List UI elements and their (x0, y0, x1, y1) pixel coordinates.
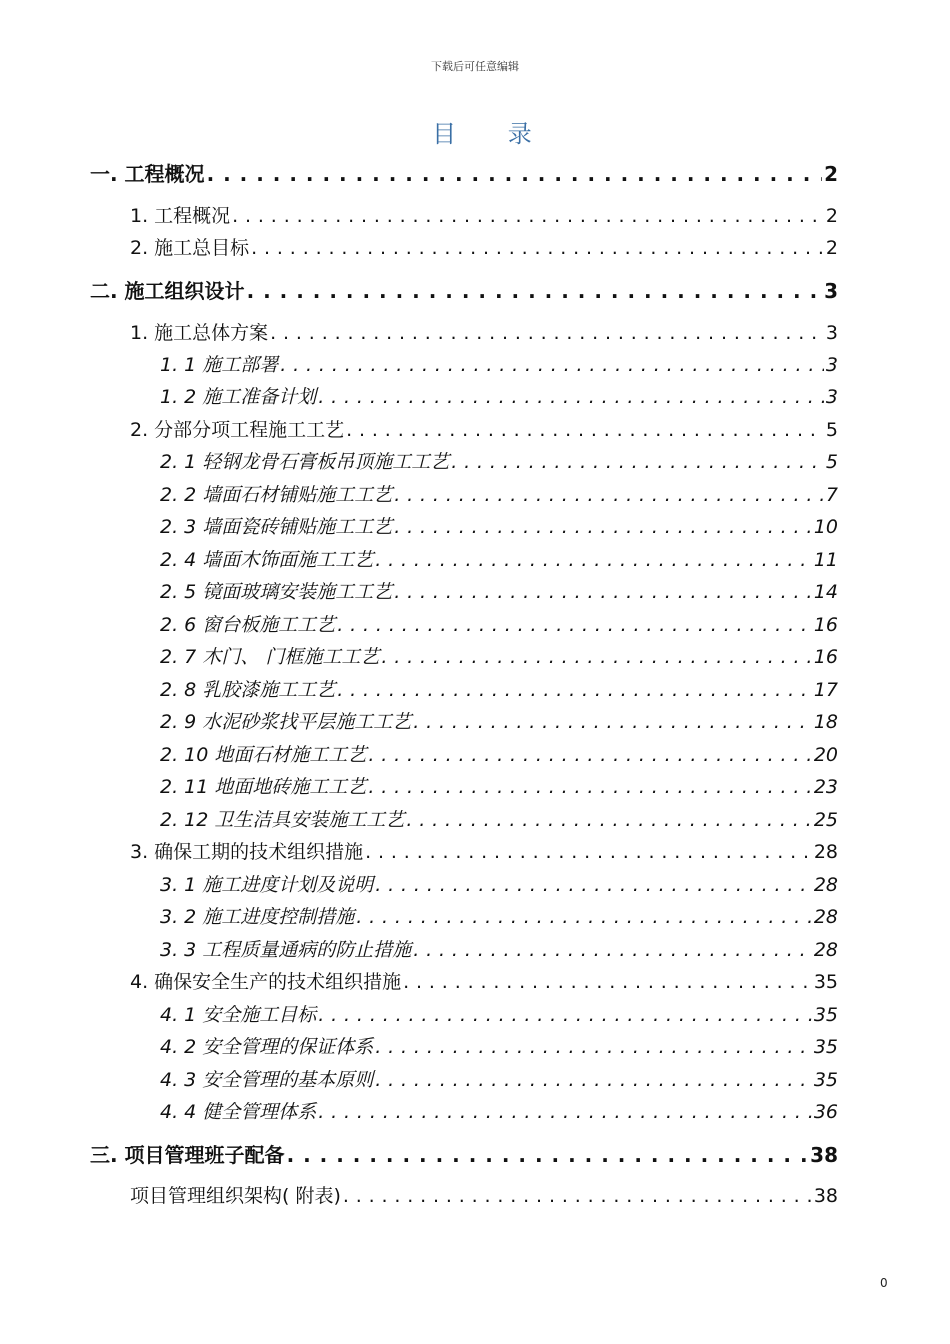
toc-entry[interactable] (160, 707, 838, 734)
toc-leader-dots (318, 386, 824, 408)
toc-entry[interactable] (160, 772, 838, 799)
toc-entry[interactable] (160, 1065, 838, 1092)
toc-page-number: 18 (813, 711, 838, 733)
toc-leader-dots (318, 1004, 812, 1026)
toc-leader-dots (287, 1143, 809, 1167)
toc-entry[interactable] (130, 967, 838, 994)
toc-entry[interactable] (160, 740, 838, 767)
toc-leader-dots (232, 205, 824, 227)
toc-page-number: 17 (813, 679, 838, 701)
toc-entry[interactable] (130, 233, 838, 260)
toc-page-number: 38 (813, 1185, 838, 1207)
toc-entry[interactable] (160, 1097, 838, 1124)
toc-leader-dots (247, 279, 823, 303)
toc-entry-section-2[interactable] (90, 275, 838, 304)
toc-page-number: 35 (813, 1069, 838, 1091)
toc-page-number: 3 (824, 279, 838, 303)
toc-entry[interactable] (160, 675, 838, 702)
toc-entry-section-1[interactable] (90, 158, 838, 187)
toc-entry[interactable] (130, 1181, 838, 1208)
toc-leader-dots (406, 809, 811, 831)
toc-entry-text: 2. 7 木门、 门框施工工艺 (160, 646, 380, 668)
toc-entry[interactable] (160, 642, 838, 669)
toc-leader-dots (394, 516, 812, 538)
toc-leader-dots (318, 1101, 812, 1123)
toc-entry-text: 4. 确保安全生产的技术组织措施 (130, 971, 402, 993)
toc-leader-dots (413, 939, 812, 961)
toc-entry[interactable] (160, 935, 838, 962)
toc-page-number: 35 (813, 1004, 838, 1026)
toc-entry-text: 2. 6 窗台板施工工艺 (160, 614, 336, 636)
toc-page-number: 2 (825, 205, 838, 227)
toc-page-number: 3 (825, 386, 838, 408)
toc-leader-dots (403, 971, 812, 993)
toc-leader-dots (346, 419, 824, 441)
toc-entry-text: 4. 2 安全管理的保证体系 (160, 1036, 374, 1058)
toc-entry-text: 2. 2 墙面石材铺贴施工工艺 (160, 484, 393, 506)
toc-entry-text: 1. 施工总体方案 (130, 322, 269, 344)
toc-page-number: 5 (825, 451, 838, 473)
page-header: 下载后可任意编辑 (431, 60, 519, 73)
toc-leader-dots (394, 484, 824, 506)
toc-entry[interactable] (130, 318, 838, 345)
toc-entry[interactable] (160, 870, 838, 897)
toc-page-number: 10 (813, 516, 838, 538)
toc-entry[interactable] (130, 415, 838, 442)
toc-page-number: 28 (813, 874, 838, 896)
toc-entry-text: 2. 10 地面石材施工工艺 (160, 744, 367, 766)
toc-page-number: 28 (813, 841, 838, 863)
toc-leader-dots (368, 744, 811, 766)
toc-page-number: 16 (813, 646, 838, 668)
toc-entry[interactable] (130, 837, 838, 864)
toc-page-number: 11 (813, 549, 838, 571)
toc-entry-text: 2. 1 轻钢龙骨石膏板吊顶施工工艺 (160, 451, 450, 473)
toc-leader-dots (375, 874, 812, 896)
toc-entry[interactable] (160, 512, 838, 539)
toc-leader-dots (280, 354, 824, 376)
toc-entry[interactable] (160, 545, 838, 572)
toc-leader-dots (394, 581, 812, 603)
toc-entry[interactable] (160, 577, 838, 604)
toc-leader-dots (375, 1069, 812, 1091)
toc-leader-dots (451, 451, 824, 473)
footer-page-number: 0 (880, 1276, 888, 1290)
toc-leader-dots (375, 549, 812, 571)
toc-entry-text: 2. 3 墙面瓷砖铺贴施工工艺 (160, 516, 393, 538)
toc-entry[interactable] (160, 1032, 838, 1059)
toc-entry-text: 2. 9 水泥砂浆找平层施工工艺 (160, 711, 412, 733)
toc-entry-text: 2. 分部分项工程施工工艺 (130, 419, 345, 441)
toc-entry[interactable] (160, 350, 838, 377)
toc-entry-text: 一. 工程概况 (90, 162, 205, 186)
toc-entry[interactable] (160, 480, 838, 507)
toc-entry[interactable] (160, 610, 838, 637)
toc-entry-text: 4. 3 安全管理的基本原则 (160, 1069, 374, 1091)
toc-entry[interactable] (160, 902, 838, 929)
toc-leader-dots (381, 646, 811, 668)
toc-page-number: 28 (813, 939, 838, 961)
toc-entry-text: 2. 12 卫生洁具安装施工工艺 (160, 809, 405, 831)
toc-leader-dots (356, 906, 812, 928)
toc-entry-text: 3. 1 施工进度计划及说明 (160, 874, 374, 896)
toc-entry[interactable] (160, 382, 838, 409)
toc-leader-dots (413, 711, 812, 733)
toc-entry[interactable] (160, 1000, 838, 1027)
toc-entry[interactable] (130, 201, 838, 228)
toc-entry[interactable] (160, 447, 838, 474)
toc-entry-text: 三. 项目管理班子配备 (90, 1143, 285, 1167)
toc-page-number: 36 (813, 1101, 838, 1123)
toc-title: 目 录 (432, 120, 554, 148)
toc-page-number: 28 (813, 906, 838, 928)
toc-page-number: 16 (813, 614, 838, 636)
toc-page-number: 14 (813, 581, 838, 603)
toc-leader-dots (343, 1185, 812, 1207)
toc-entry-text: 2. 4 墙面木饰面施工工艺 (160, 549, 374, 571)
toc-leader-dots (270, 322, 824, 344)
toc-page-number: 35 (813, 971, 838, 993)
toc-leader-dots (365, 841, 812, 863)
toc-entry-text: 2. 5 镜面玻璃安装施工工艺 (160, 581, 393, 603)
toc-entry-text: 1. 1 施工部署 (160, 354, 279, 376)
toc-entry-text: 2. 施工总目标 (130, 237, 250, 259)
toc-page-number: 38 (810, 1143, 838, 1167)
toc-leader-dots (337, 614, 812, 636)
toc-leader-dots (368, 776, 811, 798)
toc-entry-text: 3. 3 工程质量通病的防止措施 (160, 939, 412, 961)
toc-entry-text: 4. 4 健全管理体系 (160, 1101, 317, 1123)
toc-page-number: 23 (813, 776, 838, 798)
toc-entry-text: 项目管理组织架构( 附表) (130, 1185, 341, 1207)
toc-page-number: 2 (824, 162, 838, 186)
toc-page-number: 35 (813, 1036, 838, 1058)
toc-entry[interactable] (160, 805, 838, 832)
toc-page-number: 3 (825, 322, 838, 344)
toc-entry-text: 1. 工程概况 (130, 205, 231, 227)
toc-page-number: 5 (825, 419, 838, 441)
toc-entry-text: 4. 1 安全施工目标 (160, 1004, 317, 1026)
toc-page-number: 2 (825, 237, 838, 259)
toc-page-number: 25 (813, 809, 838, 831)
toc-entry-text: 2. 11 地面地砖施工工艺 (160, 776, 367, 798)
toc-page-number: 3 (825, 354, 838, 376)
toc-entry-section-3[interactable] (90, 1139, 838, 1168)
toc-leader-dots (375, 1036, 812, 1058)
toc-entry-text: 2. 8 乳胶漆施工工艺 (160, 679, 336, 701)
toc-leader-dots (337, 679, 812, 701)
toc-page-number: 20 (813, 744, 838, 766)
toc-entry-text: 3. 确保工期的技术组织措施 (130, 841, 364, 863)
toc-leader-dots (251, 237, 824, 259)
toc-page-number: 7 (825, 484, 838, 506)
toc-leader-dots (207, 162, 823, 186)
toc-entry-text: 二. 施工组织设计 (90, 279, 245, 303)
toc-entry-text: 3. 2 施工进度控制措施 (160, 906, 355, 928)
toc-entry-text: 1. 2 施工准备计划 (160, 386, 317, 408)
